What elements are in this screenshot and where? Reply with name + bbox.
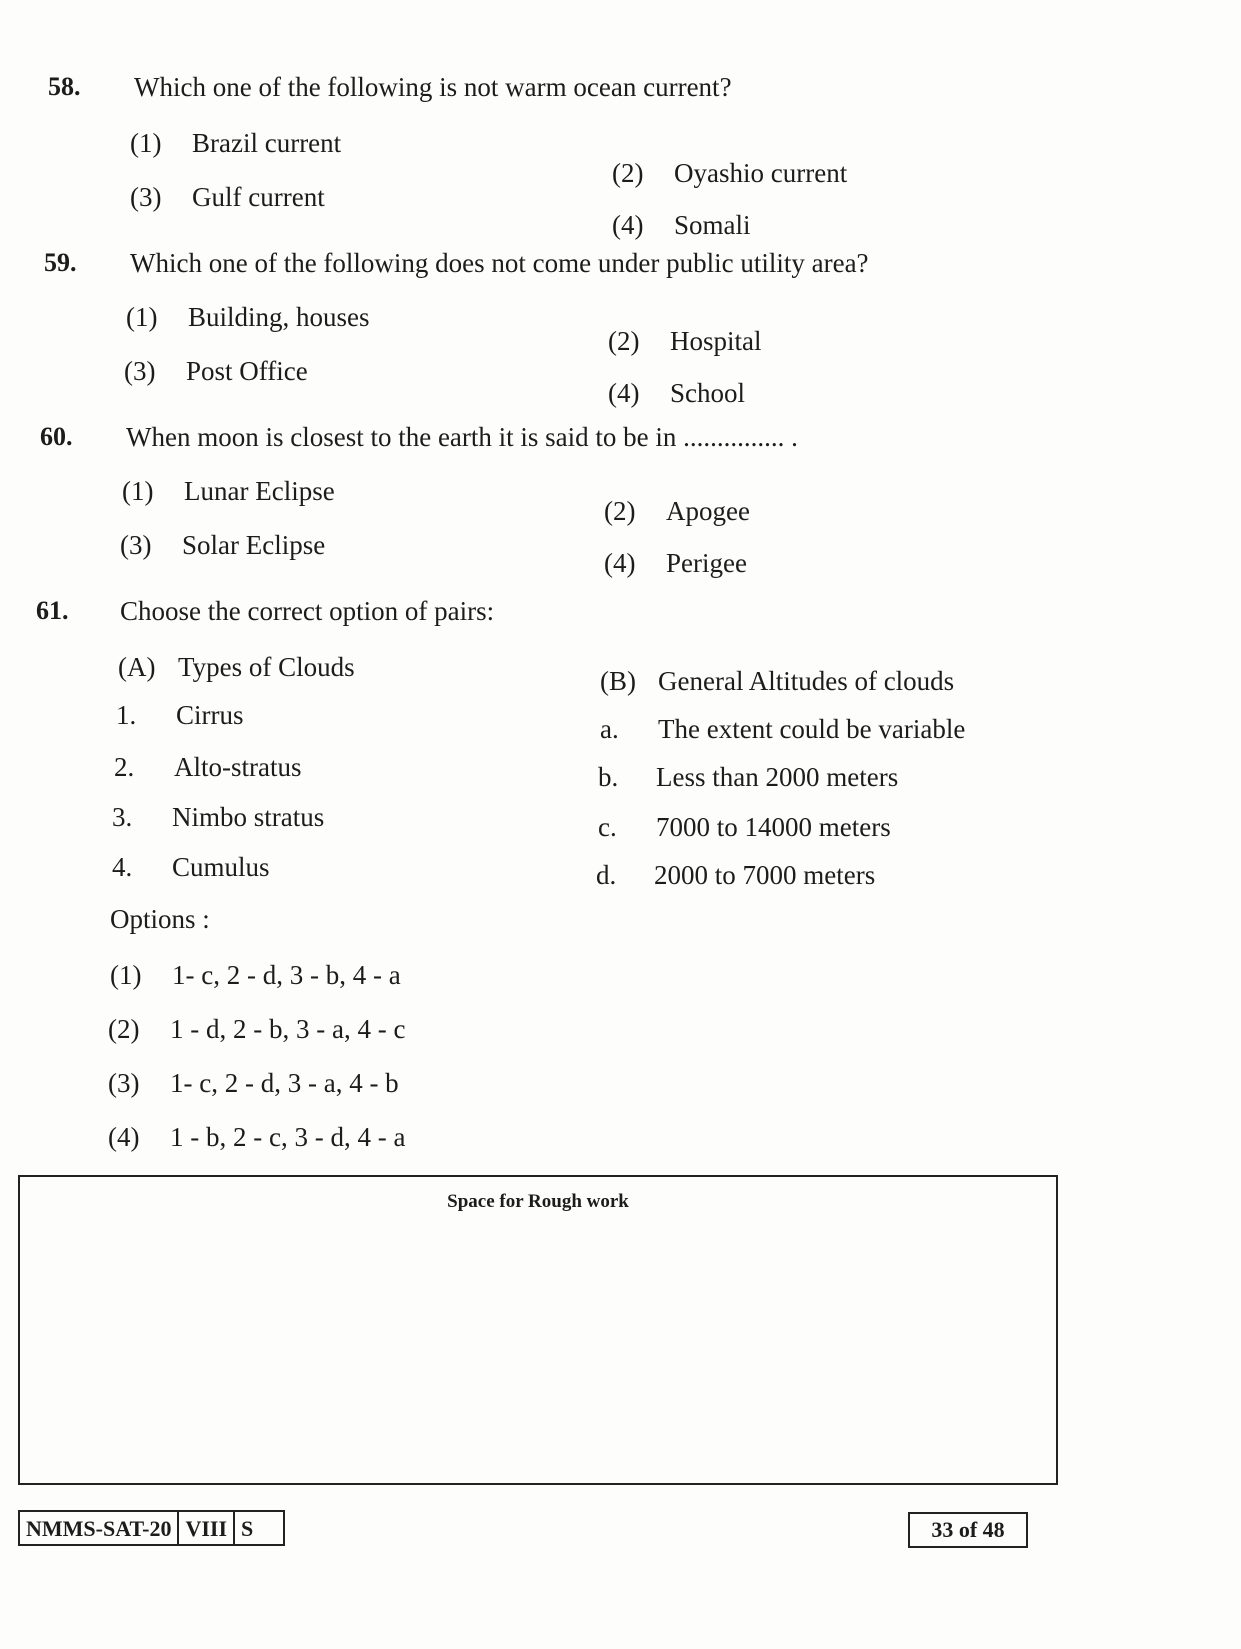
- question-58-option-1: [130, 128, 341, 159]
- option-number: (3): [124, 356, 156, 386]
- column-a-header: [118, 652, 355, 683]
- question-60-option-2: [604, 496, 750, 527]
- option-number: (1): [126, 302, 158, 332]
- column-b-title: General Altitudes of clouds: [658, 666, 955, 696]
- column-b-item: [596, 860, 875, 891]
- question-59-option-4: [608, 378, 745, 409]
- option-number: (1): [110, 960, 142, 990]
- question-60-number: 60.: [40, 422, 73, 451]
- column-b-item: [600, 714, 965, 745]
- rough-work-box: [18, 1175, 1058, 1485]
- item-number: 1.: [116, 700, 137, 730]
- option-number: (4): [608, 378, 640, 408]
- option-number: (2): [604, 496, 636, 526]
- option-text: Apogee: [666, 496, 750, 526]
- exam-class: VIII: [177, 1512, 233, 1544]
- question-61-number: 61.: [36, 596, 69, 625]
- item-text: The extent could be variable: [658, 714, 966, 744]
- option-text: Solar Eclipse: [182, 530, 326, 560]
- item-text: Cirrus: [176, 700, 244, 730]
- exam-code: NMMS-SAT-20: [26, 1516, 172, 1541]
- option-number: (3): [130, 182, 162, 212]
- column-b-label: (B): [600, 666, 636, 696]
- question-61-option-2: [108, 1014, 405, 1045]
- question-58-option-4: [612, 210, 751, 241]
- item-letter: a.: [600, 714, 619, 744]
- column-a-label: (A): [118, 652, 156, 682]
- footer-exam-code: [18, 1510, 285, 1546]
- column-b-header: [600, 666, 954, 697]
- option-number: (2): [612, 158, 644, 188]
- option-text: 1- c, 2 - d, 3 - a, 4 - b: [170, 1068, 399, 1098]
- option-text: Gulf current: [192, 182, 325, 212]
- option-number: (3): [108, 1068, 140, 1098]
- option-number: (4): [604, 548, 636, 578]
- option-text: Hospital: [670, 326, 762, 356]
- option-number: (2): [108, 1014, 140, 1044]
- column-a-item: [116, 700, 244, 731]
- question-59-option-2: [608, 326, 762, 357]
- item-number: 3.: [112, 802, 133, 832]
- question-58-number: 58.: [48, 72, 81, 101]
- option-number: (3): [120, 530, 152, 560]
- question-58-option-3: [130, 182, 325, 213]
- item-letter: c.: [598, 812, 617, 842]
- item-letter: d.: [596, 860, 617, 890]
- question-60-option-4: [604, 548, 747, 579]
- rough-work-label: Space for Rough work: [447, 1191, 629, 1212]
- option-text: 1 - d, 2 - b, 3 - a, 4 - c: [170, 1014, 406, 1044]
- question-60-option-1: [122, 476, 335, 507]
- page-number: 33 of 48: [908, 1512, 1028, 1548]
- item-text: Cumulus: [172, 852, 270, 882]
- option-text: Building, houses: [188, 302, 370, 332]
- option-text: Somali: [674, 210, 751, 240]
- question-59-text: Which one of the following does not come under public utility area?: [130, 248, 869, 278]
- question-59-option-1: [126, 302, 370, 333]
- column-b-item: [598, 812, 891, 843]
- question-58-text: Which one of the following is not warm ocean current?: [134, 72, 732, 102]
- option-text: Post Office: [186, 356, 308, 386]
- question-59-number: 59.: [44, 248, 77, 277]
- question-61-option-4: [108, 1122, 405, 1153]
- options-label: Options :: [110, 904, 210, 934]
- option-text: Perigee: [666, 548, 747, 578]
- question-60-text: When moon is closest to the earth it is said to be in ............... .: [126, 422, 798, 452]
- option-number: (2): [608, 326, 640, 356]
- question-59-option-3: [124, 356, 308, 387]
- option-number: (1): [122, 476, 154, 506]
- option-text: Oyashio current: [674, 158, 848, 188]
- option-text: 1- c, 2 - d, 3 - b, 4 - a: [172, 960, 401, 990]
- item-number: 2.: [114, 752, 135, 782]
- column-b-item: [598, 762, 898, 793]
- question-61-option-1: [110, 960, 401, 991]
- question-61-option-3: [108, 1068, 399, 1099]
- item-text: Less than 2000 meters: [656, 762, 899, 792]
- item-letter: b.: [598, 762, 619, 792]
- option-text: Lunar Eclipse: [184, 476, 335, 506]
- item-text: 7000 to 14000 meters: [656, 812, 891, 842]
- column-a-item: [112, 802, 324, 833]
- item-text: Nimbo stratus: [172, 802, 325, 832]
- column-a-title: Types of Clouds: [178, 652, 355, 682]
- option-text: Brazil current: [192, 128, 342, 158]
- option-text: School: [670, 378, 746, 408]
- option-number: (4): [612, 210, 644, 240]
- item-text: 2000 to 7000 meters: [654, 860, 876, 890]
- item-text: Alto-stratus: [174, 752, 302, 782]
- column-a-item: [114, 752, 302, 783]
- question-60-option-3: [120, 530, 325, 561]
- column-a-item: [112, 852, 270, 883]
- option-text: 1 - b, 2 - c, 3 - d, 4 - a: [170, 1122, 406, 1152]
- item-number: 4.: [112, 852, 133, 882]
- option-number: (1): [130, 128, 162, 158]
- question-61-text: Choose the correct option of pairs:: [120, 596, 495, 626]
- option-number: (4): [108, 1122, 140, 1152]
- exam-section: S: [233, 1512, 283, 1544]
- question-58-option-2: [612, 158, 847, 189]
